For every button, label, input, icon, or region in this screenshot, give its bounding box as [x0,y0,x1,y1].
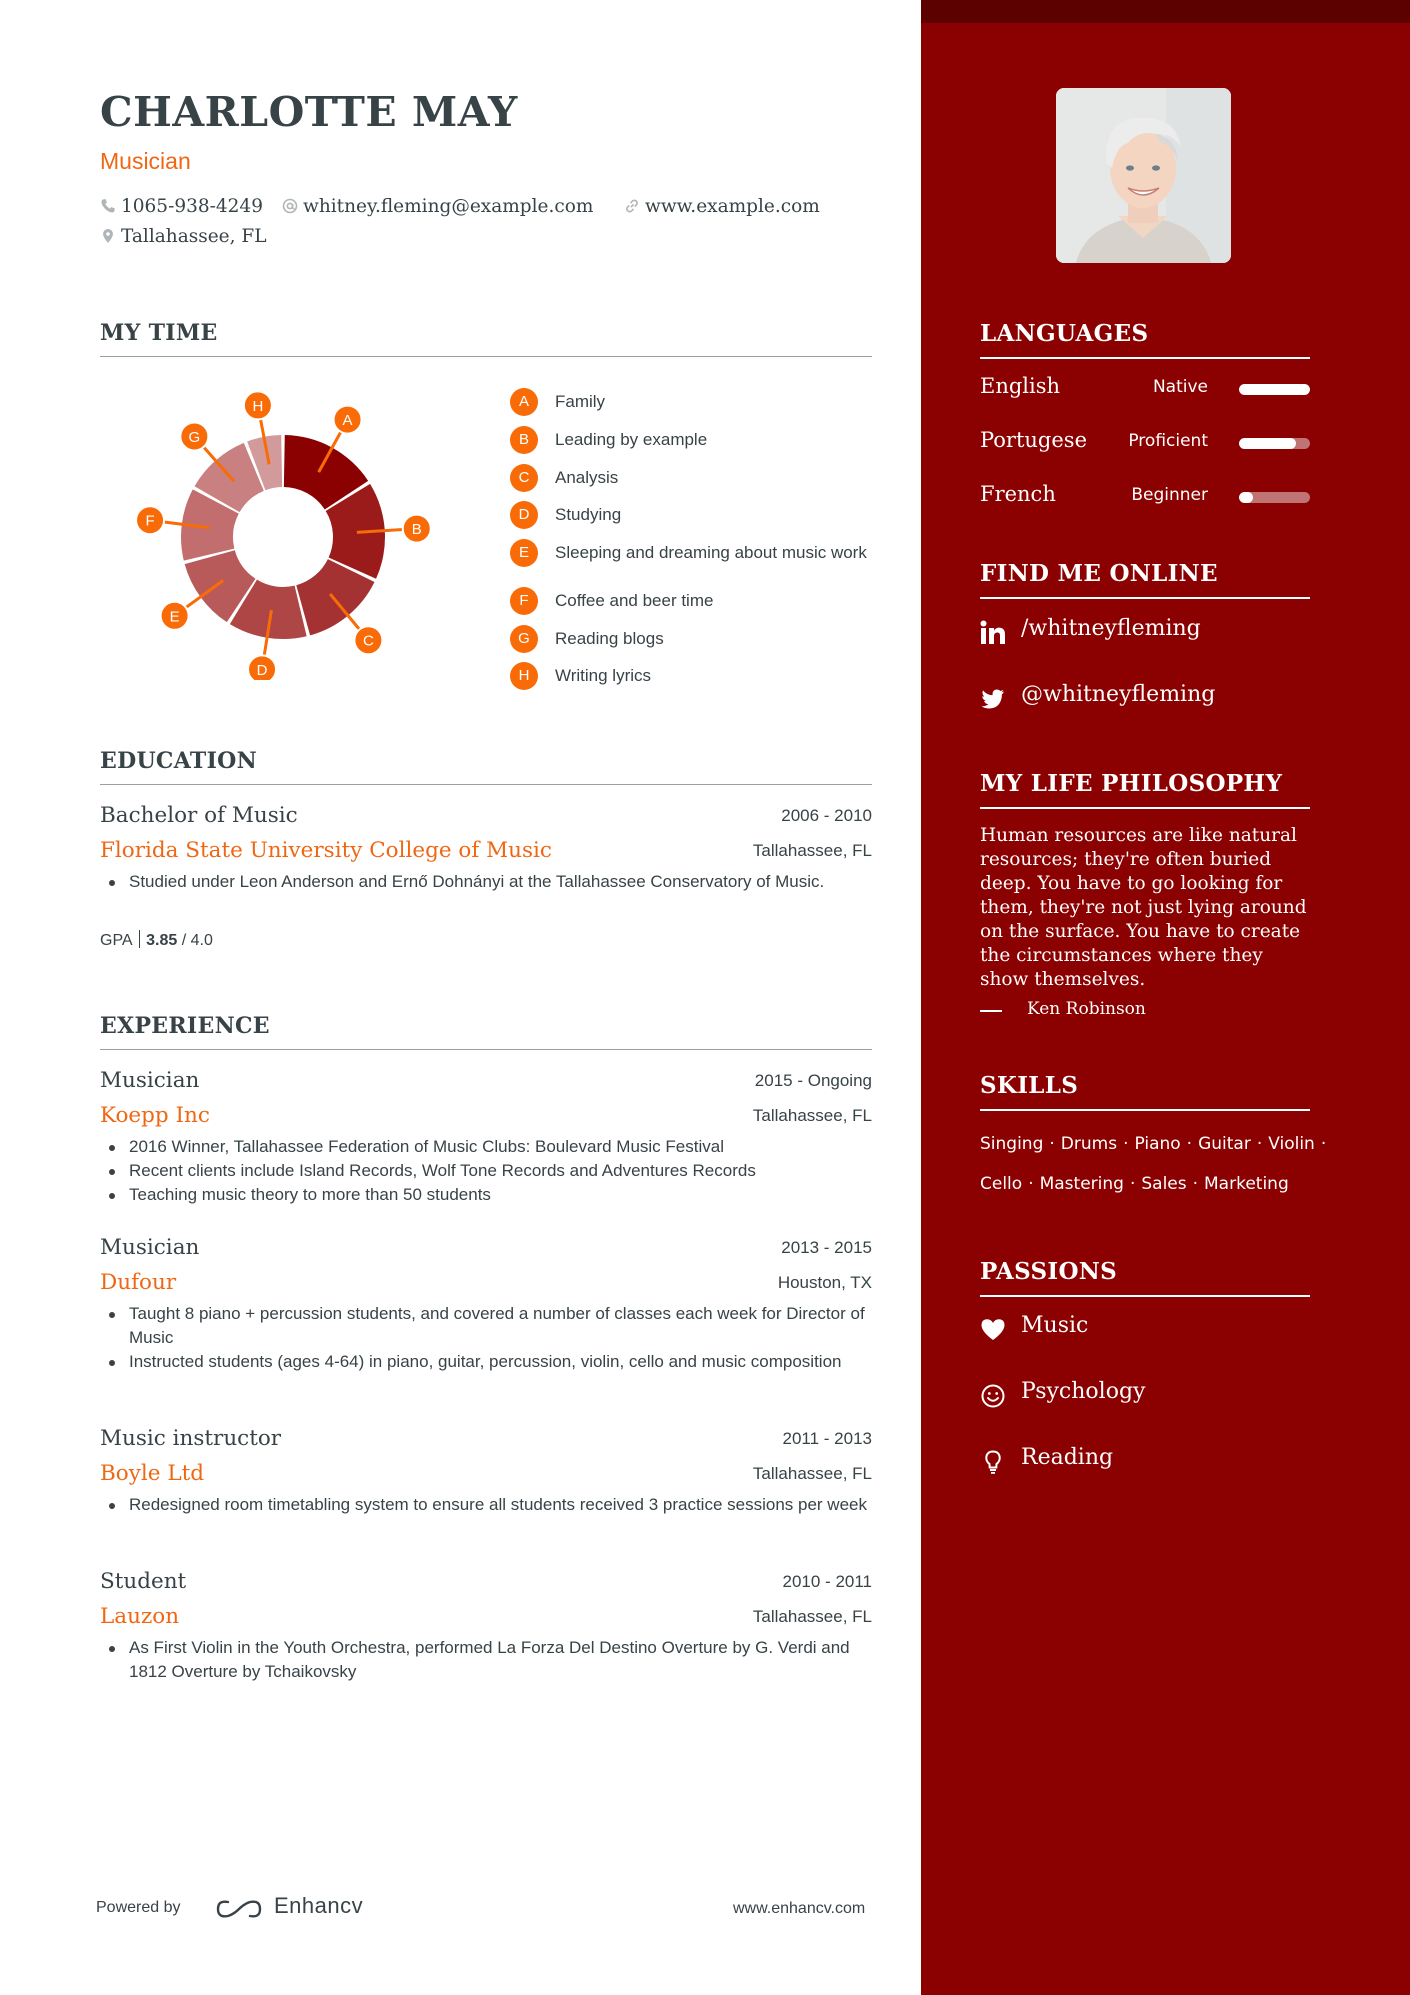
candidate-title: Musician [100,148,191,174]
list-item: Instructed students (ages 4-64) in piano, guitar, percussion, violin, cello and music composition [100,1350,872,1374]
legend-text: Analysis [555,468,619,487]
language-level: Proficient [1128,431,1208,451]
twitter-icon [980,686,1006,712]
twitter-handle: @whitneyfleming [1021,682,1216,707]
legend-text: Studying [555,505,622,524]
company-name[interactable]: Dufour [100,1270,177,1295]
language-row [980,428,1310,458]
language-level: Native [1152,377,1208,397]
skill-tag: Drums [1060,1134,1118,1154]
profile-photo-image [1056,88,1231,263]
education-bullets [100,870,872,894]
skill-tag: Singing [980,1134,1044,1154]
legend-text: Reading blogs [555,629,664,648]
legend-badge: E [510,539,538,567]
location-pin-icon [100,228,116,244]
skill-tag: Sales [1141,1174,1187,1194]
language-bar-fill [1239,384,1310,395]
passion-item [980,1379,1310,1413]
donut-badge-label: D [256,661,268,679]
powered-by-label: Powered by [96,1899,181,1916]
at-icon [282,198,298,214]
legend-text: Writing lyrics [555,666,652,685]
language-row [980,482,1310,512]
legend-badge: C [510,464,538,492]
education-location: Tallahassee, FL [752,841,872,860]
life-philosophy-heading: MY LIFE PHILOSOPHY [980,770,1310,809]
legend-badge: G [510,625,538,653]
language-bar-fill [1239,438,1296,449]
languages-heading: LANGUAGES [980,320,1310,359]
gpa-max: / 4.0 [181,932,213,949]
skill-tag: Marketing [1204,1174,1289,1194]
company-name[interactable]: Lauzon [100,1604,180,1629]
list-item: Taught 8 piano + percussion students, and covered a number of classes each week for Director of Music [100,1302,872,1350]
enhancv-url[interactable]: www.enhancv.com [733,1900,866,1917]
legend-badge: D [510,501,538,529]
legend-badge: A [510,388,538,416]
job-dates: 2015 - Ongoing [754,1071,872,1090]
phone-text: 1065-938-4249 [121,196,263,217]
company-name[interactable]: Koepp Inc [100,1103,210,1128]
link-icon [624,198,640,214]
legend-text: Leading by example [555,430,708,449]
gpa-value: 3.85 [146,932,178,949]
job-bullets [100,1302,872,1374]
job-location: Houston, TX [777,1273,872,1292]
passion-text: Reading [1021,1445,1114,1470]
sidebar-top-bar [921,0,1410,23]
job-dates: 2011 - 2013 [782,1429,872,1448]
passions-heading: PASSIONS [980,1258,1310,1297]
skill-tag: Mastering [1039,1174,1124,1194]
skill-tag: Cello [980,1174,1023,1194]
legend-badge: H [510,662,538,690]
donut-badge-label: C [362,632,374,650]
language-row [980,374,1310,404]
language-bar [1239,384,1310,395]
job-location: Tallahassee, FL [752,1607,872,1626]
location-contact [100,226,267,247]
skill-tag: Violin [1268,1134,1315,1154]
job-title: Musician [100,1068,200,1093]
email-text: whitney.fleming@example.com [303,196,594,217]
skills-heading: SKILLS [980,1072,1310,1111]
website-contact[interactable] [624,196,820,217]
language-level: Beginner [1131,485,1208,505]
legend-text: Coffee and beer time [555,591,714,610]
language-name: French [980,482,1056,506]
language-bar [1239,492,1310,503]
twitter-link[interactable] [980,682,1310,716]
linkedin-handle: /whitneyfleming [1021,616,1201,641]
passion-item [980,1313,1310,1347]
job-title: Musician [100,1235,200,1260]
job-dates: 2010 - 2011 [782,1572,872,1591]
profile-photo [1056,88,1231,263]
philosophy-quote: Human resources are like natural resources; they're often buried deep. You have to go looking for them, they're not just lying around on the surface. You have to create the circumstances where they show themselves. [980,825,1307,990]
linkedin-icon [980,620,1006,646]
email-contact[interactable] [282,196,593,217]
job-location: Tallahassee, FL [752,1464,872,1483]
job-title: Student [100,1569,187,1594]
skills-list: Singing · Drums · Piano · Guitar · Violin · Cello · Mastering · Sales · Marketing [980,1134,1327,1194]
candidate-name: CHARLOTTE MAY [100,88,518,136]
enhancv-logo-icon [214,1897,264,1921]
list-item: Studied under Leon Anderson and Ernő Dohnányi at the Tallahassee Conservatory of Music. [100,870,872,894]
list-item: Recent clients include Island Records, Wolf Tone Records and Adventures Records [100,1159,872,1183]
language-bar [1239,438,1310,449]
education-dates: 2006 - 2010 [781,806,872,825]
education-heading: EDUCATION [100,748,872,785]
language-name: Portugese [980,428,1087,452]
location-text: Tallahassee, FL [121,226,267,247]
passion-text: Psychology [1021,1379,1146,1404]
gpa [100,930,213,950]
smiley-icon [980,1383,1006,1409]
heart-icon [980,1317,1006,1343]
job-bullets [100,1135,872,1207]
resume-sidebar [921,0,1410,1995]
quote-dash [980,1010,1002,1012]
job-dates: 2013 - 2015 [781,1238,872,1257]
legend-badge: B [510,426,538,454]
company-name[interactable]: Boyle Ltd [100,1461,205,1486]
quote-author: Ken Robinson [1027,999,1146,1019]
passion-item [980,1445,1310,1479]
experience-heading: EXPERIENCE [100,1013,872,1050]
find-me-online-heading: FIND ME ONLINE [980,560,1310,599]
list-item: As First Violin in the Youth Orchestra, performed La Forza Del Destino Overture by G. Verdi and 1812 Overture by Tchaikovsky [100,1636,872,1684]
legend-text: Sleeping and dreaming about music work [555,543,867,562]
lightbulb-icon [980,1449,1006,1475]
my-time-donut-chart [130,390,450,680]
job-bullets [100,1636,872,1684]
degree-title: Bachelor of Music [100,803,298,828]
linkedin-link[interactable] [980,616,1310,650]
legend-text: Family [555,392,606,411]
list-item: 2016 Winner, Tallahassee Federation of Music Clubs: Boulevard Music Festival [100,1135,872,1159]
skill-tag: Piano [1134,1134,1181,1154]
language-bar-fill [1239,492,1253,503]
donut-badge-label: B [411,521,422,539]
job-location: Tallahassee, FL [752,1106,872,1125]
skill-tag: Guitar [1198,1134,1251,1154]
job-title: Music instructor [100,1426,282,1451]
phone-icon [100,198,116,214]
language-name: English [980,374,1061,398]
passion-text: Music [1021,1313,1089,1338]
school-name[interactable]: Florida State University College of Music [100,838,552,863]
donut-badge-label: G [188,428,201,446]
donut-badge-label: H [252,397,264,415]
list-item: Teaching music theory to more than 50 students [100,1183,872,1207]
gpa-label: GPA [100,932,133,949]
enhancv-brand[interactable]: Enhancv [274,1893,364,1918]
legend-badge: F [510,587,538,615]
job-bullets [100,1493,872,1517]
list-item: Redesigned room timetabling system to ensure all students received 3 practice sessions per week [100,1493,872,1517]
website-text: www.example.com [645,196,820,217]
my-time-heading: MY TIME [100,320,872,357]
donut-badge-label: F [145,512,155,530]
donut-badge-label: E [169,608,180,626]
phone-contact[interactable] [100,196,263,217]
donut-badge-label: A [342,412,353,430]
